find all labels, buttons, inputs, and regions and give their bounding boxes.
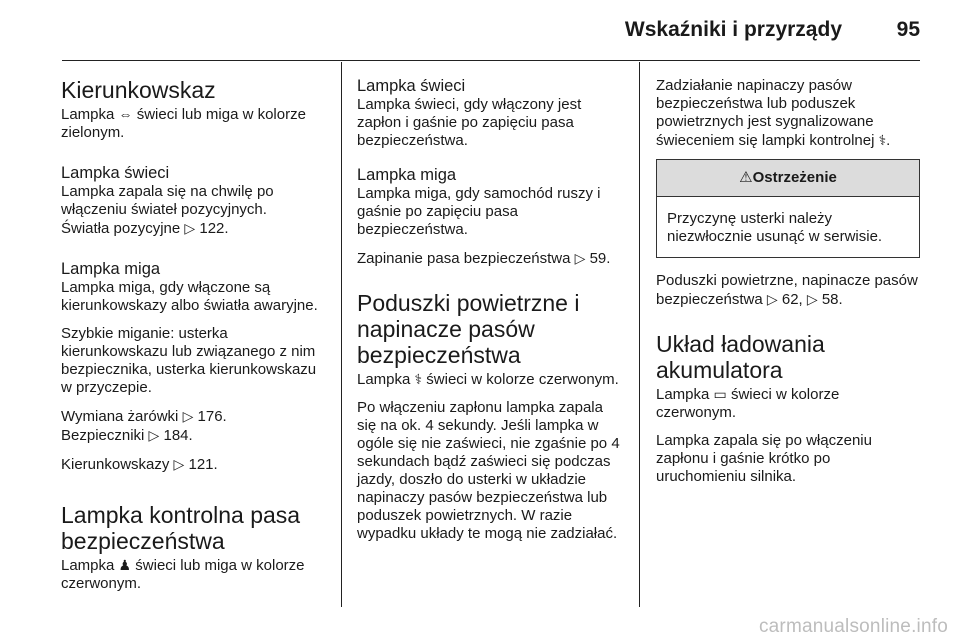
text: świeci w kolorze czerwonym. (656, 386, 840, 421)
text: . (886, 132, 891, 149)
text: Wymiana żarówki (61, 408, 183, 425)
text: 176. (193, 408, 227, 425)
column-divider (341, 62, 342, 607)
subheading-lampka-swieci: Lampka świeci (357, 77, 466, 95)
text: Kierunkowskazy (61, 456, 174, 473)
turn-signal-icon: ⇔ (118, 106, 133, 122)
paragraph (656, 77, 920, 150)
section-title-poduszki-powietrzne: Poduszki powietrzne i napinacze pasów bezpieczeństwa (357, 290, 580, 368)
paragraph (61, 105, 325, 142)
page-ref-arrow-icon: ▷ (173, 456, 185, 472)
page-ref-arrow-icon: ▷ (182, 408, 194, 424)
page-ref-arrow-icon: ▷ (766, 291, 778, 307)
paragraph: Lampka zapala się na chwilę po włączeniu świateł pozycyjnych. (61, 183, 274, 218)
subheading-lampka-swieci: Lampka świeci (61, 164, 170, 182)
cross-reference[interactable] (61, 219, 325, 238)
text: Zadziałanie napinaczy pasów bezpieczeństwa lub poduszek powietrznych jest sygnalizowane świeceniem się lampki kontrolnej (656, 77, 879, 149)
page-header-title: Wskaźniki i przyrządy (624, 18, 842, 41)
text: 121. (184, 456, 218, 473)
text: świeci lub miga w kolorze czerwonym. (61, 557, 305, 592)
text: 58. (817, 291, 843, 308)
text: 62, (777, 291, 807, 308)
paragraph (61, 556, 325, 593)
paragraph: Po włączeniu zapłonu lampka zapala się na ok. 4 sekundy. Jeśli lampka w ogóle się nie zaświeci, nie zgaśnie po 4 sekundach bądź zaświeci się podczas jazdy, doszło do usterki w układzie napinaczy pasów bezpieczeństwa lub poduszek powietrznych. W razie wypadku układy te mogą nie zadziałać. (357, 399, 620, 542)
column-3 (656, 77, 920, 496)
page-number: 95 (896, 18, 920, 41)
page-ref-arrow-icon: ▷ (184, 220, 196, 236)
column-divider (639, 62, 640, 607)
subheading-lampka-miga: Lampka miga (61, 260, 161, 278)
text: Lampka (357, 371, 415, 388)
text: 59. (585, 250, 611, 267)
paragraph: Lampka zapala się po włączeniu zapłonu i gaśnie krótko po uruchomieniu silnika. (656, 432, 872, 485)
header-divider (62, 60, 920, 61)
page-ref-arrow-icon: ▷ (806, 291, 818, 307)
text: Bezpieczniki (61, 427, 149, 444)
text: Lampka (656, 386, 714, 403)
cross-reference[interactable] (61, 407, 325, 426)
paragraph: Szybkie miganie: usterka kierunkowskazu lub związanego z nim bezpiecznika, usterka kierunkowskazu w przyczepie. (61, 325, 317, 396)
text: Lampka (61, 106, 119, 123)
cross-reference[interactable] (656, 272, 920, 309)
airbag-icon: ⚕ (878, 132, 887, 148)
warning-text: Przyczynę usterki należy niezwłocznie usunąć w serwisie. (667, 210, 883, 245)
airbag-icon: ⚕ (414, 371, 423, 387)
section-title-uklad-ladowania: Układ ładowania akumulatora (656, 331, 825, 383)
cross-reference[interactable] (61, 426, 325, 445)
column-2 (357, 77, 621, 553)
watermark: carmanualsonline.info (758, 616, 948, 637)
page-ref-arrow-icon: ▷ (574, 250, 586, 266)
column-1 (61, 77, 325, 603)
section-title-lampka-kontrolna-pasa: Lampka kontrolna pasa bezpieczeństwa (61, 502, 301, 554)
page-header (0, 0, 960, 60)
text: świeci w kolorze czerwonym. (422, 371, 619, 388)
subheading-lampka-miga: Lampka miga (357, 166, 457, 184)
cross-reference[interactable] (357, 249, 621, 268)
warning-title: Ostrzeżenie (752, 169, 837, 186)
warning-icon: ⚠ (739, 169, 753, 186)
paragraph (357, 370, 621, 389)
text: 184. (159, 427, 193, 444)
paragraph: Lampka miga, gdy samochód ruszy i gaśnie po zapięciu pasa bezpieczeństwa. (357, 185, 601, 238)
text: Poduszki powietrzne, napinacze pasów bezpieczeństwa (656, 272, 918, 308)
paragraph: Lampka świeci, gdy włączony jest zapłon i gaśnie po zapięciu pasa bezpieczeństwa. (357, 96, 582, 149)
warning-header (657, 160, 919, 197)
section-title-kierunkowskaz: Kierunkowskaz (61, 77, 216, 103)
text: świeci lub miga w kolorze zielonym. (61, 106, 306, 141)
text: Lampka (61, 557, 119, 574)
paragraph: Lampka miga, gdy włączone są kierunkowskazy albo światła awaryjne. (61, 279, 318, 314)
seat-belt-icon: ♟ (118, 557, 132, 573)
text: Zapinanie pasa bezpieczeństwa (357, 250, 575, 267)
text: 122. (195, 220, 229, 237)
paragraph (656, 385, 920, 422)
text: Światła pozycyjne (61, 220, 185, 237)
page-ref-arrow-icon: ▷ (148, 427, 160, 443)
battery-icon: ▭ (713, 386, 727, 402)
cross-reference[interactable] (61, 455, 325, 474)
warning-box (656, 159, 920, 258)
